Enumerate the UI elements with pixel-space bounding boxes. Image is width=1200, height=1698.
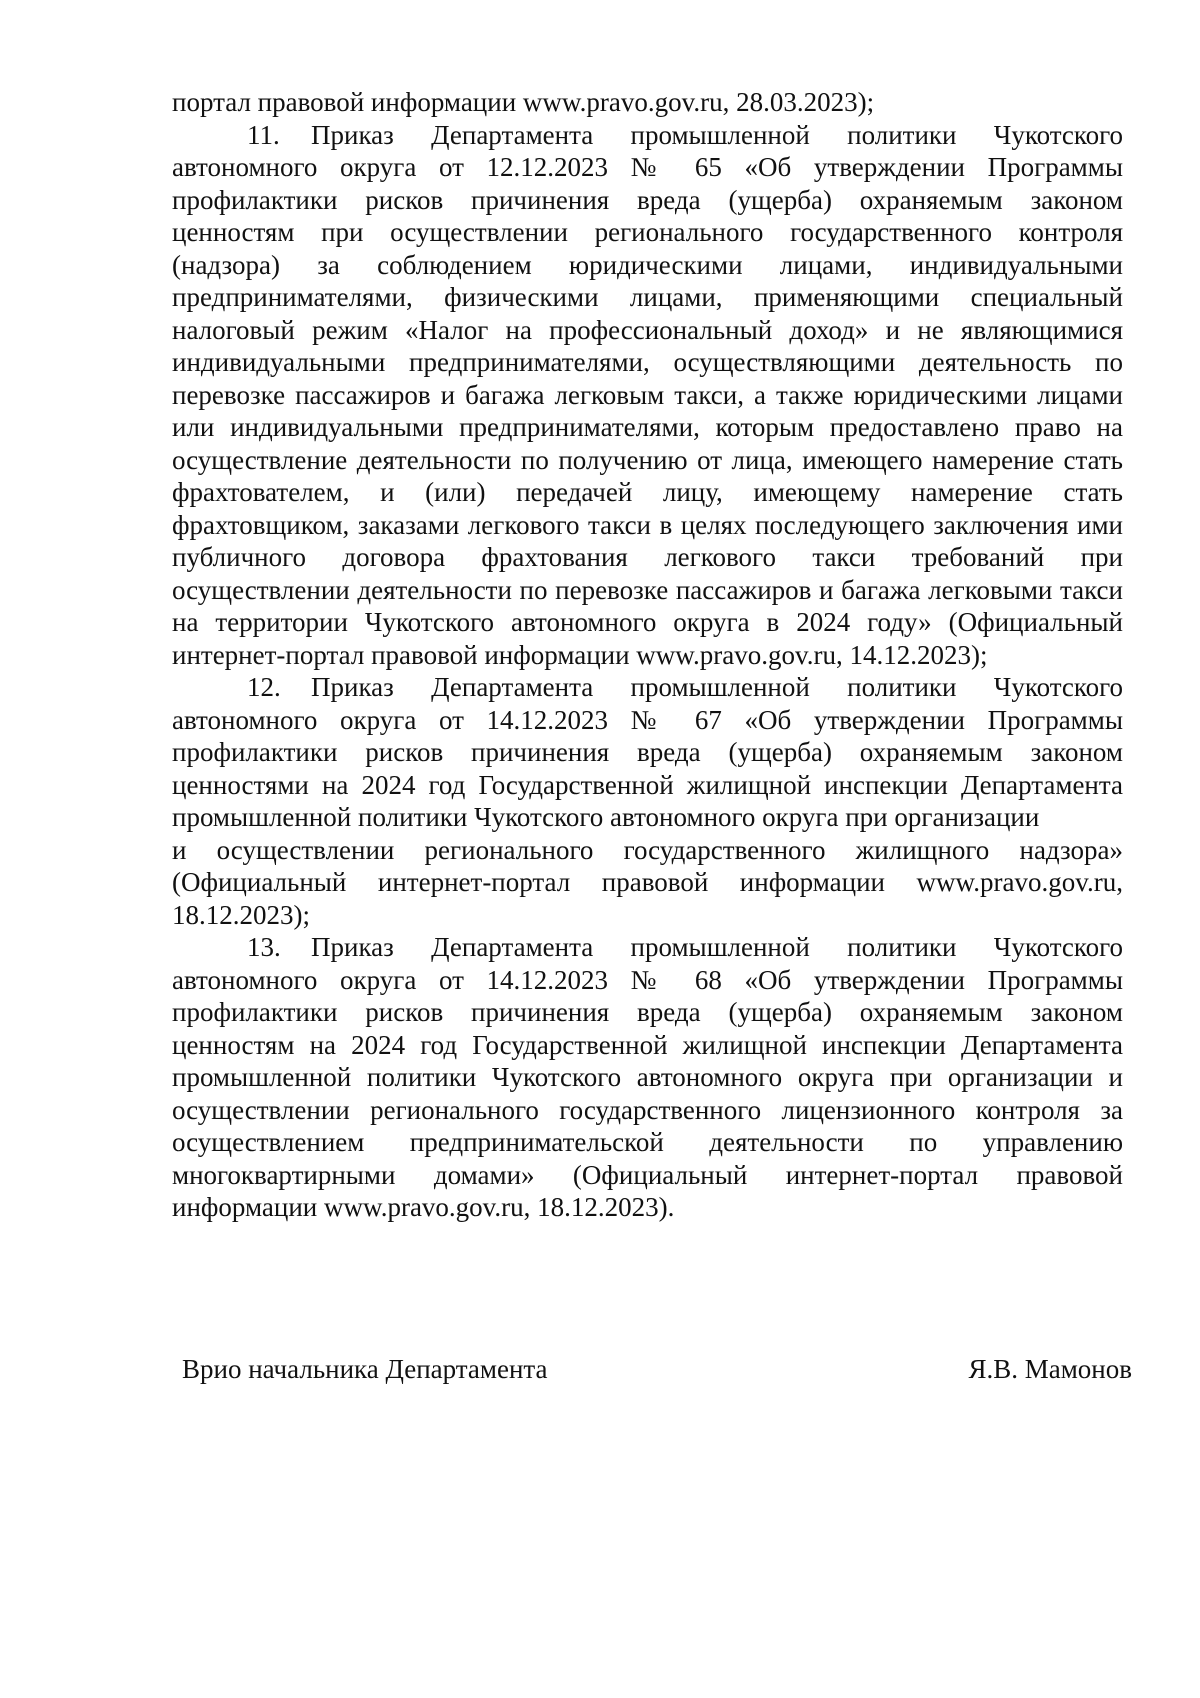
list-item-12 [172,671,1123,834]
list-item-number: 11. [247,119,280,150]
list-item-number: 12. [247,672,281,702]
list-item-text: Приказ Департамента промышленной политики Чукотского автономного округа от 14.12.2023 № 67 «Об утверждении Программы профилактики рисков причинения вреда (ущерба) охраняемым законом ценностями на 2024 год Государственной жилищной инспекции Департамента промышленной политики Чукотского автономного округа при организации [172,672,1123,832]
continuation-line: портал правовой информации www.pravo.gov.ru, 28.03.2023); [172,87,875,117]
list-item-13 [172,931,1123,1224]
signatory-name: Я.В. Мамонов [968,1354,1132,1384]
signatory-title: Врио начальника Департамента [182,1354,548,1384]
document-body [172,86,1123,1224]
list-item-text: Приказ Департамента промышленной политики Чукотского автономного округа от 14.12.2023 № 68 «Об утверждении Программы профилактики рисков причинения вреда (ущерба) охраняемым законом ценностям на 2024 год Государственной жилищной инспекции Департамента промышленной политики Чукотского автономного округа при организации и осуществлении регионального государственного лицензионного контроля за осуществлением предпринимательской деятельности по управлению многоквартирными домами» (Официальный интернет-портал правовой информации www.pravo.gov.ru, 18.12.2023). [172,932,1123,1222]
list-item-text: Приказ Департамента промышленной политики Чукотского автономного округа от 12.12.2023 № 65 «Об утверждении Программы профилактики рисков причинения вреда (ущерба) охраняемым законом ценностям при осуществлении регионального государственного контроля (надзора) за соблюдением юридическими лицами, индивидуальными предпринимателями, физическими лицами, применяющими специальный налоговый режим «Налог на профессиональный доход» и не являющимися индивидуальными предпринимателями, осуществляющими деятельность по перевозке пассажиров и багажа легковым такси, а также юридическими лицами или индивидуальными предпринимателями, которым предоставлено право на осуществление деятельности по получению от лица, имеющего намерение стать фрахтователем, и (или) передачей лицу, имеющему намерение стать фрахтовщиком, заказами легкового такси в целях последующего заключения ими публичного договора фрахтования легкового такси требований при осуществлении деятельности по перевозке пассажиров и багажа легковыми такси на территории Чукотского автономного округа в 2024 году» (Официальный интернет-портал правовой информации www.pravo.gov.ru, 14.12.2023); [172,119,1123,670]
list-item-number: 13. [247,932,281,962]
list-item-12-continued: и осуществлении регионального государственного жилищного надзора» (Официальный интернет-портал правовой информации www.pravo.gov.ru, 18.12.2023); [172,834,1123,930]
list-item-11 [172,119,1123,672]
